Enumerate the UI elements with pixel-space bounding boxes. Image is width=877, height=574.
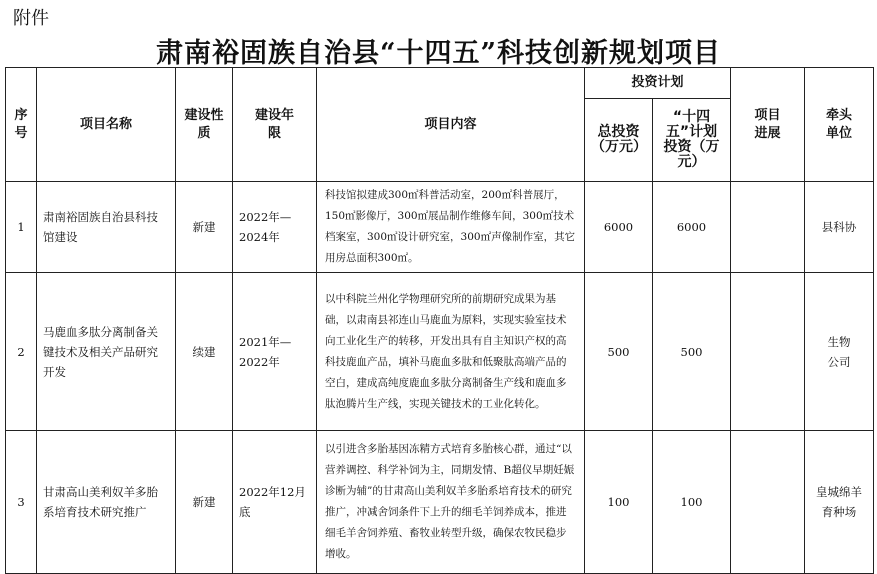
row-lead: 皇城绵羊育种场: [805, 431, 874, 574]
row-total: 6000: [585, 182, 653, 273]
row-seq: 3: [6, 431, 37, 574]
row-name: 甘肃高山美利奴羊多胎系培育技术研究推广: [37, 431, 176, 574]
row-name: 肃南裕固族自治县科技馆建设: [37, 182, 176, 273]
row-nature: 续建: [176, 273, 233, 431]
header-total-investment: 总投资（万元）: [585, 99, 653, 182]
row-plan: 6000: [653, 182, 731, 273]
row-plan: 500: [653, 273, 731, 431]
header-seq: 序号: [6, 68, 37, 182]
header-investment: 投资计划: [585, 68, 731, 99]
header-progress: 项目进展: [731, 68, 805, 182]
row-content: 科技馆拟建成300㎡科普活动室，200㎡科普展厅，150㎡影像厅，300㎡展品制作维修车间，300㎡技术档案室，300㎡设计研究室，300㎡声像制作室，其它用房总面积300㎡。: [317, 182, 585, 273]
table-row: [6, 182, 874, 273]
project-table: [5, 67, 874, 574]
header-row-1: [6, 68, 874, 99]
row-period: 2021年—2022年: [233, 273, 317, 431]
header-plan-investment: “十四五”计划投资（万元）: [653, 99, 731, 182]
attachment-label: 附件: [13, 8, 49, 29]
table-row: [6, 431, 874, 574]
row-nature: 新建: [176, 431, 233, 574]
header-content: 项目内容: [317, 68, 585, 182]
header-nature: 建设性质: [176, 68, 233, 182]
document-title: 肃南裕固族自治县“十四五”科技创新规划项目: [155, 38, 722, 69]
row-lead: 县科协: [805, 182, 874, 273]
row-period: 2022年12月底: [233, 431, 317, 574]
header-name: 项目名称: [37, 68, 176, 182]
row-total: 500: [585, 273, 653, 431]
row-progress: [731, 182, 805, 273]
header-period: 建设年限: [233, 68, 317, 182]
row-seq: 2: [6, 273, 37, 431]
row-period: 2022年—2024年: [233, 182, 317, 273]
table-row: [6, 273, 874, 431]
header-lead: 牵头单位: [805, 68, 874, 182]
row-lead: 生物公司: [805, 273, 874, 431]
row-seq: 1: [6, 182, 37, 273]
row-content: 以引进含多胎基因冻精方式培育多胎核心群，通过“以营养调控、科学补饲为主，同期发情、B超仪早期妊娠诊断为辅”的甘肃高山美利奴羊多胎系培育技术的研究推广，冲减舍饲条件下上升的细毛羊饲养成本，推进细毛羊舍饲养殖、畜牧业转型升级，确保农牧民稳步增收。: [317, 431, 585, 574]
row-progress: [731, 273, 805, 431]
row-nature: 新建: [176, 182, 233, 273]
row-name: 马鹿血多肽分离制备关键技术及相关产品研究开发: [37, 273, 176, 431]
row-content: 以中科院兰州化学物理研究所的前期研究成果为基础，以肃南县祁连山马鹿血为原料，实现实验室技术向工业化生产的转移，开发出具有自主知识产权的高科技鹿血产品，填补马鹿血多肽和低聚肽高端产品的空白，建成高纯度鹿血多肽分离制备生产线和鹿血多肽泡腾片生产线，实现关键技术的工业化转化。: [317, 273, 585, 431]
row-progress: [731, 431, 805, 574]
row-plan: 100: [653, 431, 731, 574]
row-total: 100: [585, 431, 653, 574]
